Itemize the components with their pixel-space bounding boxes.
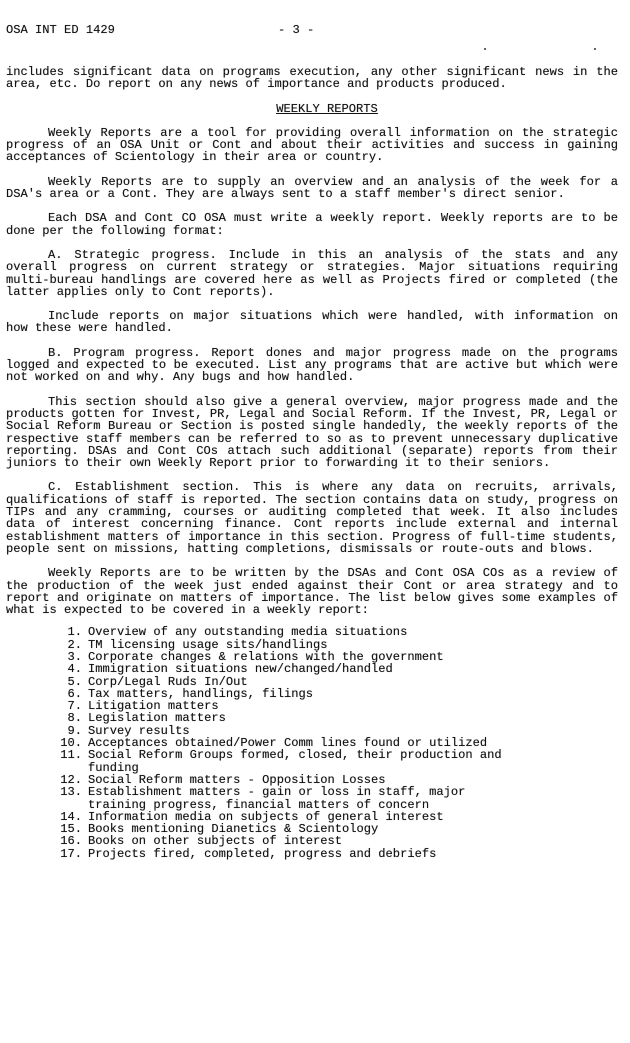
list-item: 8. Legislation matters [67, 711, 226, 726]
list-item: 1. Overview of any outstanding media situations [67, 625, 408, 640]
section-heading: WEEKLY REPORTS [276, 101, 378, 116]
list-item: 3. Corporate changes & relations with the government [67, 649, 444, 664]
paragraph-establishment: C. Establishment section. This is where any data on recruits, arrivals, qualifications of staff is reported. The section contains data on study, progress on TIPs and any cramming, courses or auditing completed that week. It also includes data of interest concerning finance. Cont reports include external and internal establishment matters of importance in this section. Progress of full-time students, people sent on missions, hatting completions, dismissals or route-outs and blows. [6, 480, 618, 556]
list-item: 14. Information media on subjects of general interest [60, 809, 444, 824]
document-body [6, 66, 618, 860]
paragraph-purpose: Weekly Reports are a tool for providing overall information on the strategic progress of an OSA Unit or Cont and about their activities and success in gaining acceptances of Scientology in their area or country. [6, 125, 618, 165]
list-item: 7. Litigation matters [67, 699, 219, 714]
paragraph-weekly-review: Weekly Reports are to be written by the DSAs and Cont OSA COs as a review of the production of the week just ended against their Cont or area strategy and to report and originate on matters of importance. The list below gives some examples of what is expected to be covered in a weekly report: [6, 566, 618, 618]
list-item: 13. Establishment matters - gain or loss in staff, major training progress, financial matters of concern [60, 785, 466, 812]
list-item: 17. Projects fired, completed, progress and debriefs [60, 846, 437, 861]
list-item: 10. Acceptances obtained/Power Comm lines found or utilized [60, 736, 488, 751]
page-number: - 3 - [278, 23, 315, 37]
list-item: 6. Tax matters, handlings, filings [67, 686, 313, 701]
scan-speck [594, 48, 596, 50]
intro-fragment: includes significant data on programs execution, any other significant news in the area, etc. Do report on any news of importance and products produced. [6, 65, 618, 92]
paragraph-major-situations: Include reports on major situations which were handled, with information on how these were handled. [6, 309, 618, 336]
paragraph-format: Each DSA and Cont CO OSA must write a weekly report. Weekly reports are to be done per the following format: [6, 211, 618, 238]
paragraph-overview: Weekly Reports are to supply an overview and an analysis of the week for a DSA's area or a Cont. They are always sent to a staff member's direct senior. [6, 174, 618, 202]
paragraph-general-overview: This section should also give a general overview, major progress made and the products gotten for Invest, PR, Legal and Social Reform. If the Invest, PR, Legal or Social Reform Bureau or Section is posted single handedly, the weekly reports of the respective staff members can be referred to so as to prevent unnecessary duplicative reporting. DSAs and Cont COs attach such additional (separate) reports from their juniors to their own Weekly Report prior to forwarding it to their seniors. [6, 394, 618, 471]
list-item: 2. TM licensing usage sits/handlings [67, 637, 328, 652]
list-item: 5. Corp/Legal Ruds In/Out [67, 674, 248, 689]
paragraph-strategic-progress: A. Strategic progress. Include in this an analysis of the stats and any overall progress on current strategy or strategies. Major situations requiring multi-bureau handlings are covered here as well as Projects fired or completed (the latter applies only to Cont reports). [6, 247, 618, 299]
document-id: OSA INT ED 1429 [6, 23, 115, 37]
list-item: 11. Social Reform Groups formed, closed, their production and funding [60, 748, 502, 775]
list-item: 4. Immigration situations new/changed/handled [67, 662, 393, 677]
report-topics-list [6, 626, 618, 860]
list-item: 15. Books mentioning Dianetics & Scientology [60, 822, 379, 837]
list-item: 12. Social Reform matters - Opposition Losses [60, 772, 386, 787]
scan-speck [484, 48, 486, 50]
list-item: 9. Survey results [67, 723, 190, 738]
list-item: 16. Books on other subjects of interest [60, 834, 343, 849]
paragraph-program-progress: B. Program progress. Report dones and major progress made on the programs logged and expected to be executed. List any programs that are active but which were not worked on and why. Any bugs and how handled. [6, 345, 618, 385]
